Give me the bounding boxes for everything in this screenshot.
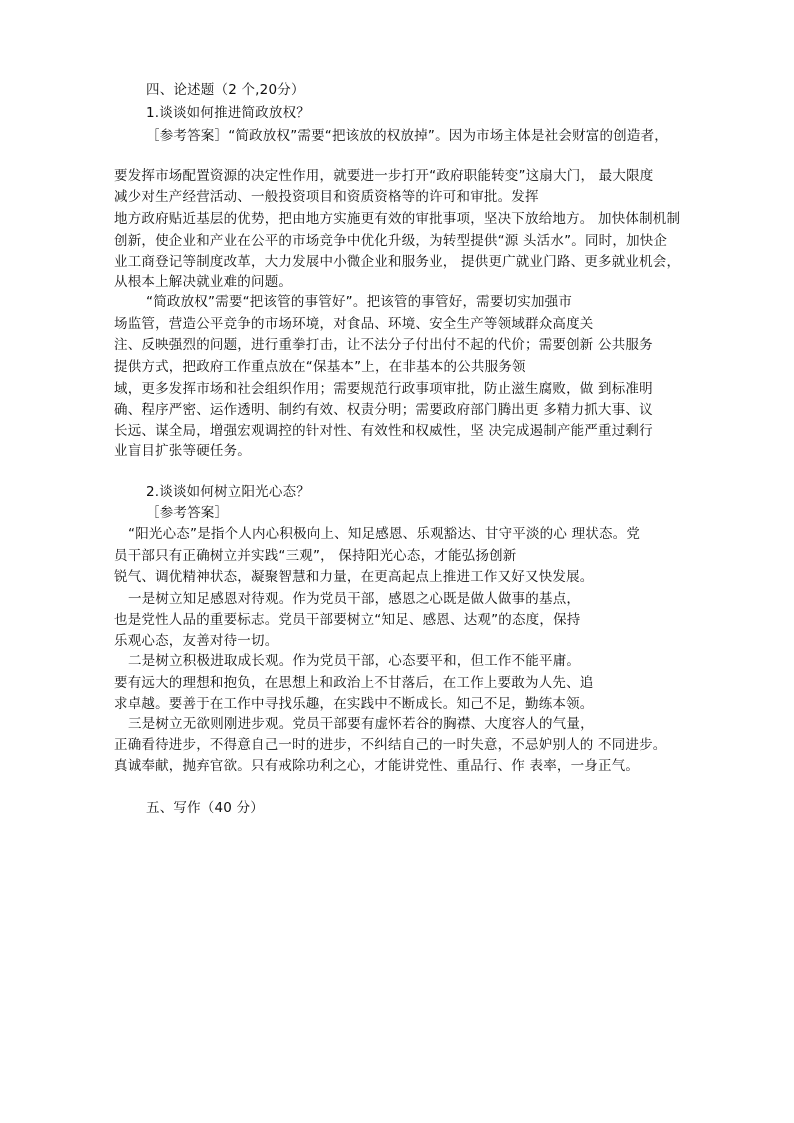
q1-answer-line: 地方政府贴近基层的优势，把由地方实施更有效的审批事项，坚决下放给地方。 加快体制机制 bbox=[114, 211, 681, 227]
q1-answer-line: 域，更多发挥市场和社会组织作用；需要规范行政事项审批，防止滋生腐败，做 到标准明 bbox=[114, 381, 653, 397]
q1-answer-line: 业工商登记等制度改革，大力发展中小微企业和服务业， 提供更广就业门路、更多就业机会， bbox=[114, 254, 681, 270]
question-1-title: 1.谈谈如何推进简政放权？ bbox=[146, 105, 310, 121]
q2-answer-line: “阳光心态”是指个人内心积极向上、知足感恩、乐观豁达、甘守平淡的心 理状态。党 bbox=[128, 526, 641, 542]
q1-answer-line: 注、反映强烈的问题，进行重拳打击，让不法分子付出付不起的代价；需要创新 公共服务 bbox=[114, 337, 653, 353]
q2-answer-line: 乐观心态，友善对待一切。 bbox=[114, 633, 279, 649]
q1-answer-line: 减少对生产经营活动、一般投资项目和资质资格等的许可和审批。发挥 bbox=[114, 189, 539, 205]
q1-answer-line: 确、程序严密、运作透明、制约有效、权责分明；需要政府部门腾出更 多精力抓大事、议 bbox=[114, 402, 653, 418]
q2-answer-line: ［参考答案］ bbox=[146, 505, 229, 521]
q1-answer-line: 要发挥市场配置资源的决定性作用，就要进一步打开“政府职能转变”这扇大门， 最大限度 bbox=[114, 168, 654, 184]
q1-answer-line: 长远、谋全局，增强宏观调控的针对性、有效性和权威性，坚 决完成遏制产能严重过剩行 bbox=[114, 423, 653, 439]
q1-answer-line: 提供方式，把政府工作重点放在“保基本”上，在非基本的公共服务领 bbox=[114, 359, 526, 375]
q2-answer-line: 正确看待进步，不得意自己一时的进步，不纠结自己的一时失意，不忌妒别人的 不同进步。 bbox=[114, 737, 667, 753]
q1-answer-line: 场监管，营造公平竞争的市场环境，对食品、环境、安全生产等领域群众高度关 bbox=[114, 316, 594, 332]
q1-answer-line: 创新，使企业和产业在公平的市场竞争中优化升级，为转型提供“源 头活水”。同时，加快企 bbox=[114, 233, 668, 249]
q2-answer-line: 锐气、调优精神状态，凝聚智慧和力量，在更高起点上推进工作又好又快发展。 bbox=[114, 569, 594, 585]
question-2-title: 2.谈谈如何树立阳光心态？ bbox=[146, 484, 310, 500]
q2-answer-line: 真诚奉献，抛弃官欲。只有戒除功利之心，才能讲党性、重品行、作 表率，一身正气。 bbox=[114, 758, 640, 774]
section-5-heading: 五、写作（40 分） bbox=[146, 800, 264, 816]
q2-answer-line: 一是树立知足感恩对待观。作为党员干部，感恩之心既是做人做事的基点， bbox=[128, 591, 581, 607]
section-4-heading: 四、论述题（2 个,20分） bbox=[146, 82, 305, 98]
q2-answer-line: 二是树立积极进取成长观。作为党员干部，心态要平和，但工作不能平庸。 bbox=[128, 653, 581, 669]
q1-answer-line: 从根本上解决就业难的问题。 bbox=[114, 274, 293, 290]
q2-answer-line: 求卓越。要善于在工作中寻找乐趣，在实践中不断成长。知己不足，勤练本领。 bbox=[114, 696, 594, 712]
q2-answer-line: 也是党性人品的重要标志。党员干部要树立“知足、感恩、达观”的态度，保持 bbox=[114, 612, 581, 628]
q1-answer-line: ［参考答案］“简政放权”需要“把该放的权放掉”。因为市场主体是社会财富的创造者， bbox=[146, 128, 668, 144]
q1-answer-line: 业盲目扩张等硬任务。 bbox=[114, 443, 251, 459]
q2-answer-line: 三是树立无欲则刚进步观。党员干部要有虚怀若谷的胸襟、大度容人的气量， bbox=[128, 716, 594, 732]
q2-answer-line: 员干部只有正确树立并实践“三观”， 保持阳光心态，才能弘扬创新 bbox=[114, 548, 517, 564]
q1-answer-line: “简政放权”需要“把该管的事管好”。把该管的事管好，需要切实加强市 bbox=[146, 294, 573, 310]
q2-answer-line: 要有远大的理想和抱负，在思想上和政治上不甘落后，在工作上要敢为人先、追 bbox=[114, 675, 594, 691]
